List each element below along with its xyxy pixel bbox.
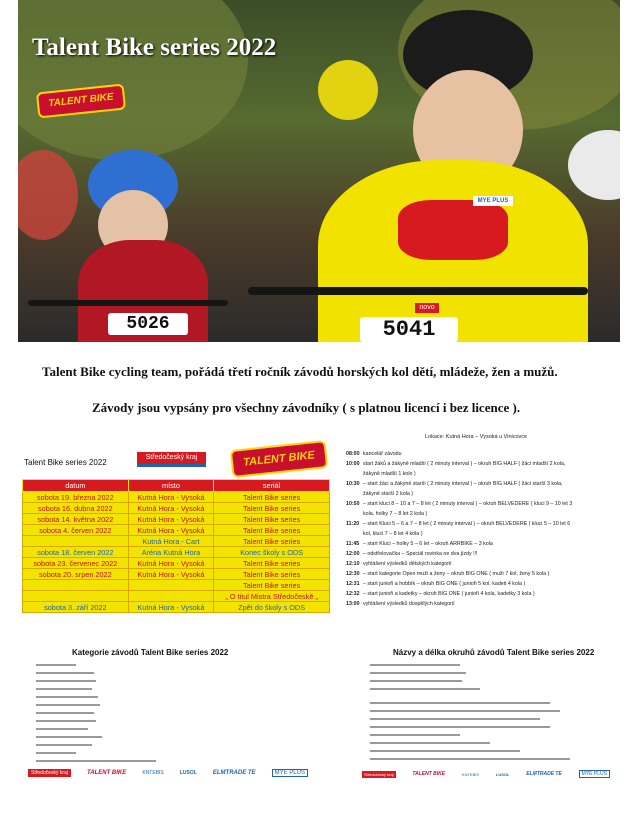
program-time: 11:20 [346, 521, 360, 527]
program-time: 12:10 [346, 561, 360, 567]
table-row: sobota 4. červen 2022 Kutná Hora - Vysoká Talent Bike series [23, 525, 330, 536]
program-time: 12:32 [346, 591, 360, 597]
categories-body [36, 664, 216, 764]
program-time: 08:00 [346, 451, 360, 457]
program-time [346, 489, 363, 499]
col-datum: datum [23, 480, 129, 492]
program-time: 10:30 [346, 481, 360, 487]
race-bib-left: 5026 [108, 313, 188, 335]
program-item [346, 449, 626, 459]
program-text: start žáků a žákyně mladší ( 2 minuty interval ) – okruh BIG HALF ( žáci mladší 2 kola, [363, 461, 566, 467]
program-item [346, 549, 626, 559]
race-bib-right: 5041 [360, 317, 458, 342]
program-item [346, 589, 626, 599]
col-misto: místo [128, 480, 214, 492]
program-time: 12:30 [346, 571, 360, 577]
program-time: 12:31 [346, 581, 360, 587]
program-text: kola, holky 7 – 8 let 2 kola ) [363, 511, 428, 517]
program-time: 13:00 [346, 601, 360, 607]
program-text: vyhlášení výsledků dětských kategorií [363, 561, 452, 567]
categories-title: Kategorie závodů Talent Bike series 2022 [72, 648, 229, 657]
schedule-header-row [23, 480, 330, 492]
sponsor-logo: ELMTRADE TE [212, 770, 256, 776]
program-item [346, 539, 626, 549]
sponsor-logo: MYE PLUS [579, 770, 610, 778]
program-list [346, 449, 626, 609]
sponsor-logo: Středočeský kraj [364, 771, 394, 777]
intro-line-2: Závody jsou vypsány pro všechny závodníky ( s platnou licencí i bez licence ). [92, 400, 521, 415]
program-item [346, 509, 626, 519]
table-row: sobota 19. března 2022 Kutná Hora - Vysoká Talent Bike series [23, 492, 330, 503]
program-text: vyhlášení výsledků dospělých kategorií [363, 601, 455, 607]
program-item [346, 579, 626, 589]
table-row: „ O titul Mistra Středočeskě „ [23, 591, 330, 602]
table-row: Kutná Hora - Cart Talent Bike series [23, 536, 330, 547]
col-serial: seriál [214, 480, 330, 492]
table-row: sobota 3. září 2022 Kutná Hora - Vysoká Zpět do školy s ODS [23, 602, 330, 613]
program-time: 11:45 [346, 541, 360, 547]
program-text: kol, kluci 7 – 8 let 4 kola ) [363, 531, 423, 537]
schedule-table [22, 479, 330, 613]
program-item [346, 459, 626, 469]
sponsor-logo: Středočeský kraj [28, 769, 71, 777]
table-row: sobota 16. dubna 2022 Kutná Hora - Vysoká Talent Bike series [23, 503, 330, 514]
program-text: – start junioři a kadetky – okruh BIG ONE ( junioři 4 kola, kadetky 3 kola ) [363, 591, 535, 597]
program-time [346, 509, 363, 519]
table-row: sobota 20. srpen 2022 Kutná Hora - Vysoká Talent Bike series [23, 569, 330, 580]
sponsor-logo: LUSOL [179, 770, 197, 776]
table-row: sobota 23. červenec 2022 Kutná Hora - Vysoká Talent Bike series [23, 558, 330, 569]
talent-bike-logo: TALENT BIKE [36, 83, 126, 118]
program-time [346, 529, 363, 539]
program-text: – start Kluci – holky 5 – 6 let – okruh ARRBIKE – 3 kola [363, 541, 493, 547]
sponsor-logo: TALENT BIKE [87, 770, 127, 776]
program-location: Lokace: Kutná Hora – Vysoká u Vinicovce [425, 434, 528, 440]
program-time [346, 469, 363, 479]
hero-title: Talent Bike series 2022 [32, 34, 277, 61]
table-row: Talent Bike series [23, 580, 330, 591]
program-text: – start žáci a žákyně starší ( 2 minuty interval ) – okruh BIG HALF ( žáci starší 3 kola, [363, 481, 563, 487]
program-time: 10:50 [346, 501, 360, 507]
program-item [346, 599, 626, 609]
program-item [346, 529, 626, 539]
circuits-title: Názvy a délka okruhů závodů Talent Bike series 2022 [393, 648, 595, 657]
program-item [346, 499, 626, 509]
sponsor-logo: MYE PLUS [272, 769, 308, 777]
program-text: – start junioři a hobbík – okruh BIG ONE ( junioři 5 kol, kadeti 4 kola ) [363, 581, 526, 587]
schedule-logo: TALENT BIKE [230, 440, 328, 478]
table-row: sobota 14. května 2022 Kutná Hora - Vysoká Talent Bike series [23, 514, 330, 525]
program-item [346, 519, 626, 529]
sponsor-logo: TALENT BIKE [412, 771, 446, 777]
program-text: – start Kluci 5 – 6 a 7 – 8 let ( 2 minuty interval ) – okruh BELVEDERE ( kluci 5 – 10 let 6 [363, 521, 571, 527]
sponsors-right [362, 768, 610, 780]
program-item [346, 569, 626, 579]
program-text: – start kluci 8 – 10 a 7 – 8 let ( 2 minuty interval ) – okruh BELVEDERE ( kluci 9 – 10 let 3 [363, 501, 573, 507]
circuits-body [370, 664, 600, 764]
program-text: žákyně starší 2 kola ) [363, 491, 414, 497]
program-item [346, 469, 626, 479]
program-text: žákyně mladší 1 kolo ) [363, 471, 416, 477]
table-row: sobota 18. červen 2022 Aréna Kutná Hora Konec školy s ODS [23, 547, 330, 558]
sponsors-left [28, 766, 308, 780]
program-text: kancelář závodu [363, 451, 402, 457]
jersey-sponsor-novo: novo [415, 303, 439, 313]
sponsor-logo: LUSOL [495, 771, 510, 777]
region-badge: Středočeský kraj [137, 452, 206, 467]
program-text: – start kategorie Open muži a ženy – okruh BIG ONE ( muži 7 kol, ženy 5 kola ) [363, 571, 550, 577]
program-time: 12:00 [346, 551, 360, 557]
sponsor-logo: KNTEBIS [142, 770, 164, 776]
program-time: 10:00 [346, 461, 360, 467]
program-item [346, 559, 626, 569]
program-item [346, 489, 626, 499]
jersey-sponsor-mye: MYE PLUS [473, 196, 513, 206]
schedule-title: Talent Bike series 2022 [24, 458, 107, 467]
sponsor-logo: KNTEBIS [461, 771, 480, 777]
intro-line-1: Talent Bike cycling team, pořádá třetí ročník závodů horských kol dětí, mládeže, žen a mužů. [42, 364, 558, 379]
sponsor-logo: ELMTRADE TE [526, 771, 562, 777]
program-text: – odstřelovačka – Speciál rovinka ne dva jízdy !!! [363, 551, 478, 557]
program-item [346, 479, 626, 489]
